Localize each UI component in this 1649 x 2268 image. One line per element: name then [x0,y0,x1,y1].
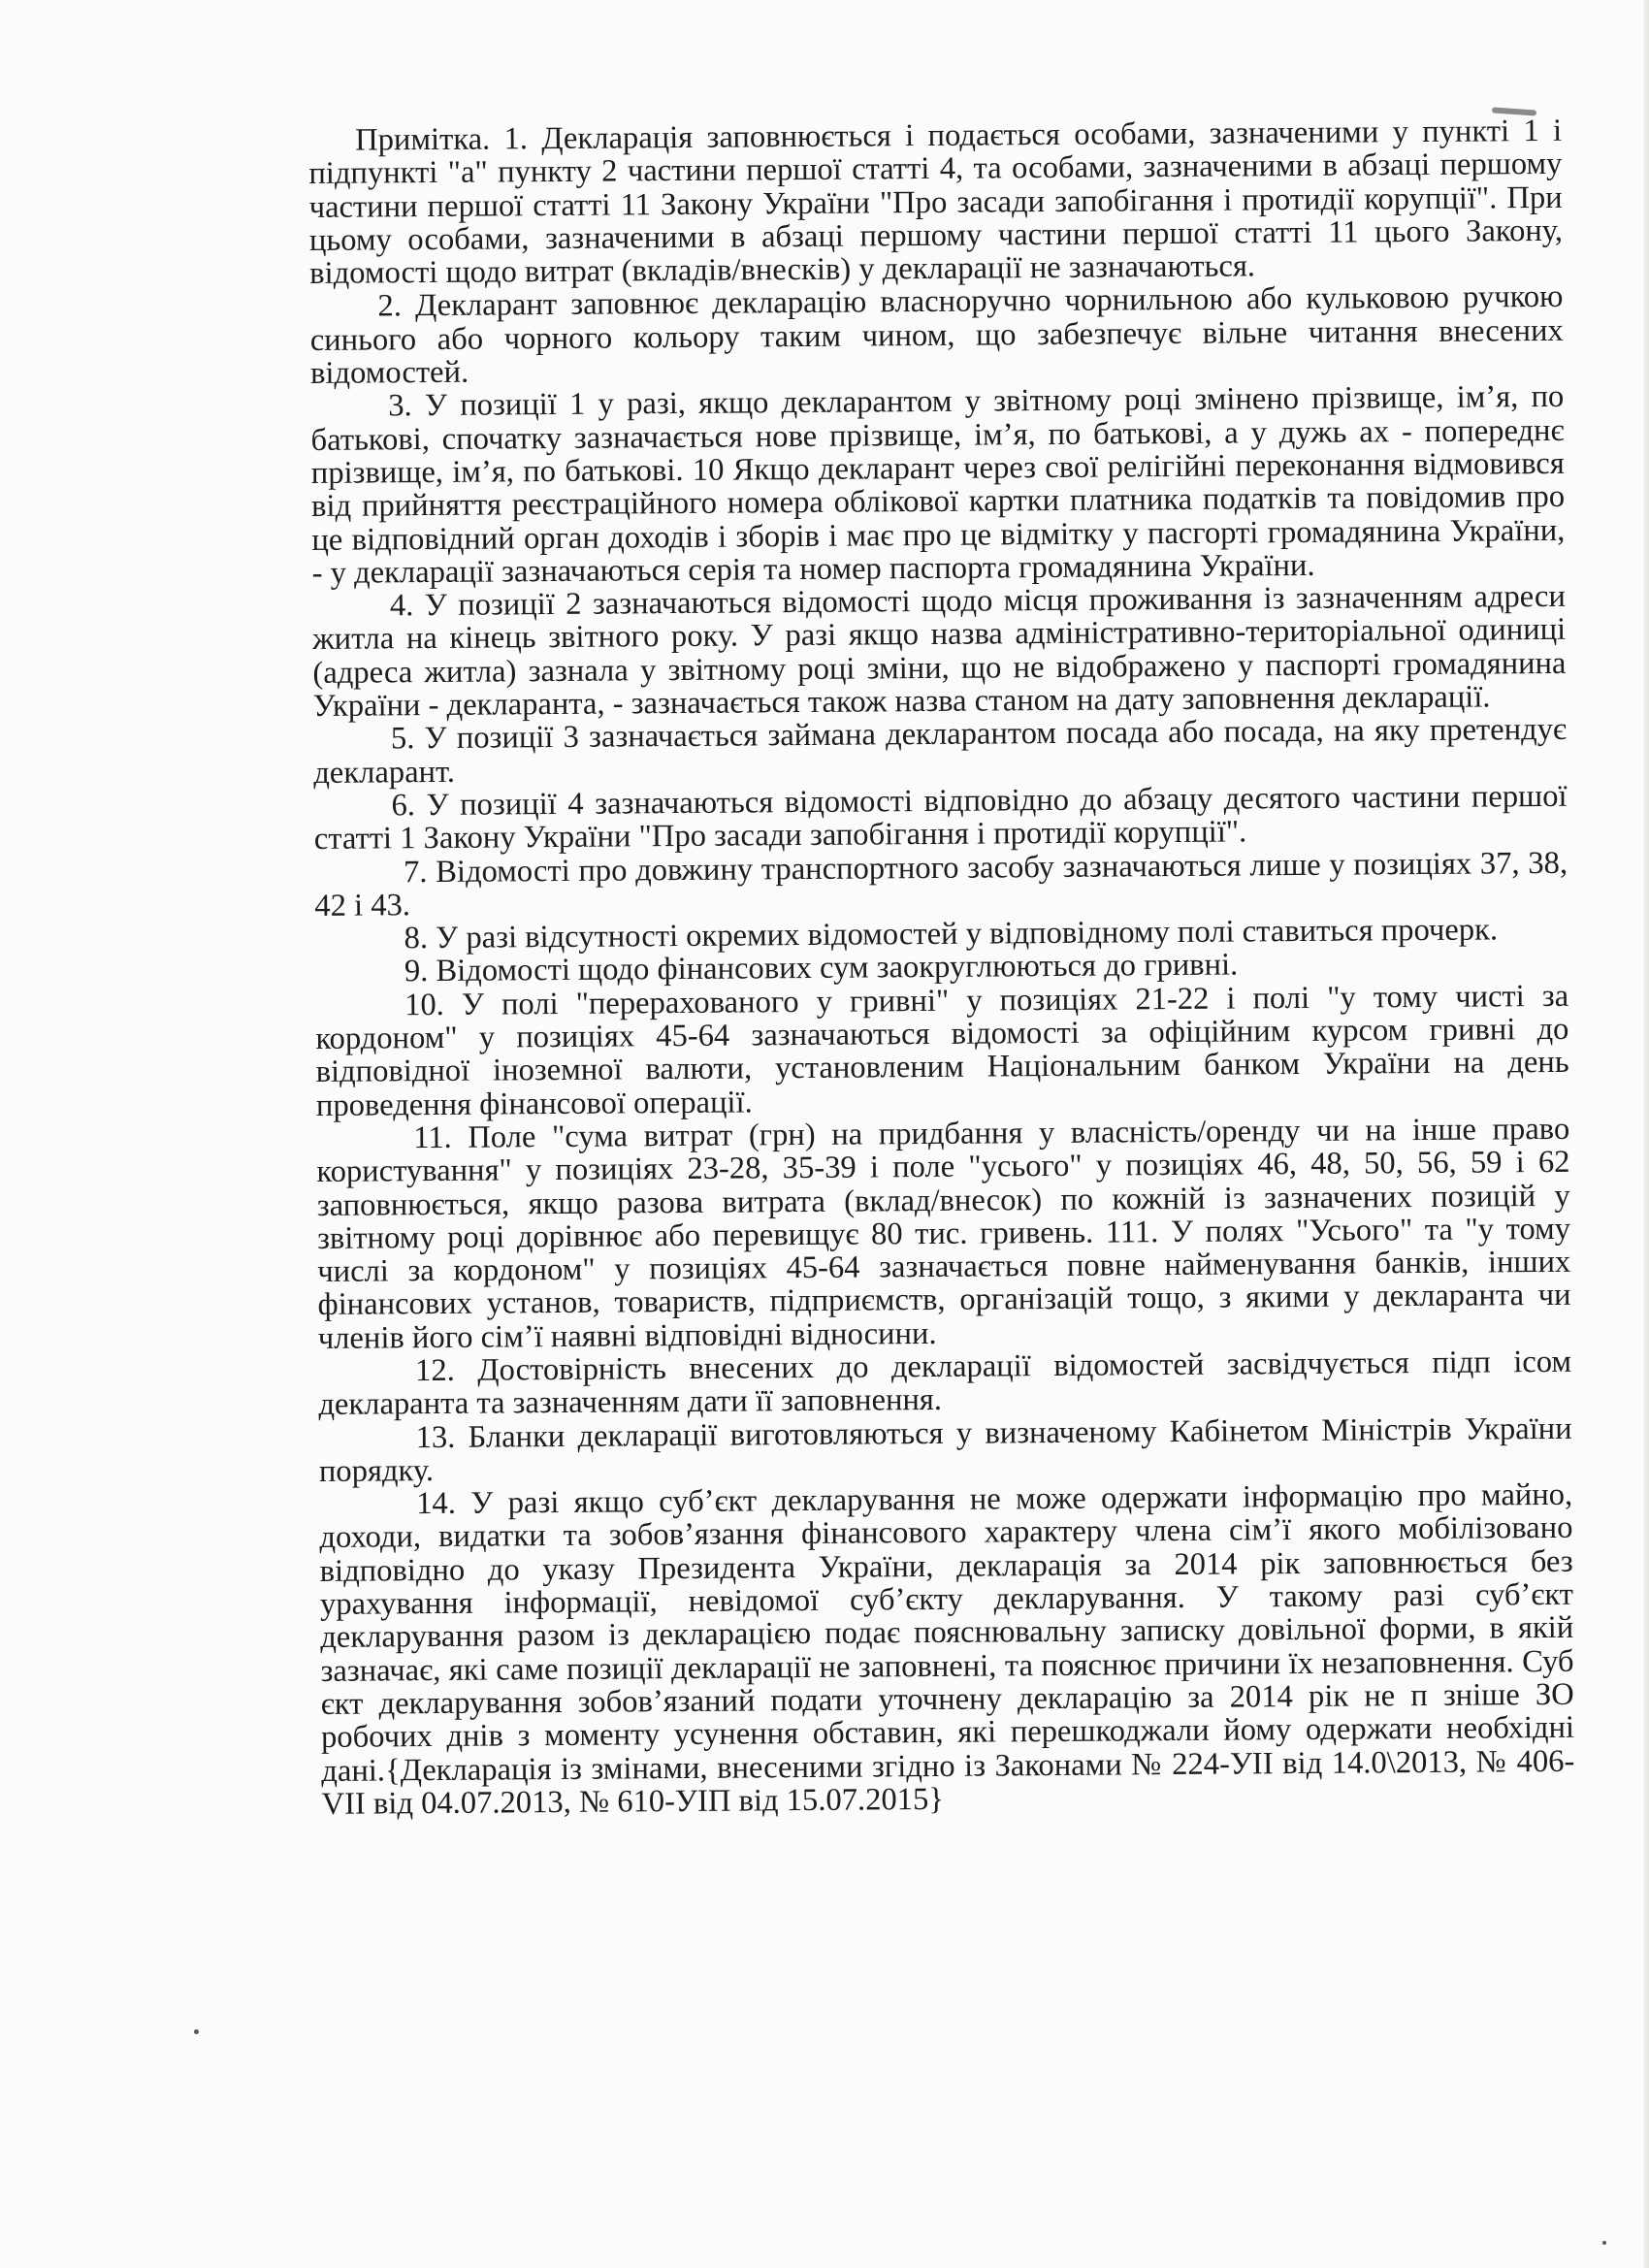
note-paragraph-8: 8. У разі відсутності окремих відомостей у відповідному полі ставиться прочерк. [404,912,1499,956]
note-paragraph-14: 14. У разі якщо суб’єкт декларування не може одержати інформацію про майно, доходи, видатки та зобов’язання фінансового характеру члена сім’ї якого мобілізовано відповідно до указу Президента України, декларація за 2014 рік заповнюється без урахування інформації, невідомої суб’єкту декларування. У такому разі суб’єкт декларування разом із декларацією подає пояснювальну записку довільної форми, в якій зазначає, які саме позиції декларації не заповнені, та пояснює причини їх незаповнення. Суб єкт декларування зобов’язаний подати уточнену декларацію за 2014 рік не п зніше ЗО робочих днів з моменту усунення обставин, які перешкоджали йому одержати необхідні дані.{Декларація із змінами, внесеними згідно із Законами № 224-УІІ від 14.0\2013, № 406-VII від 04.07.2013, № 610-УІП від 15.07.2015} [319,1476,1575,1822]
note-paragraph-1: Примітка. 1. Декларація заповнюється і подається особами, зазначеними у пункті 1 і підпункті "а" пункту 2 частини першої статті 4, та особами, зазначеними в абзаці першому частини першої статті 11 Закону України "Про засади запобігання і протидії корупції". При цьому особами, зазначеними в абзаці першому частини першої статті 11 цього Закону, відомості щодо витрат (вкладів/внесків) у декларації не зазначаються. [308,113,1564,292]
scan-edge-shadow [1643,0,1649,2268]
note-paragraph-6: 6. У позиції 4 зазначаються відомості відповідно до абзацу десятого частини першої статті 1 Закону України "Про засади запобігання і протидії корупції". [313,778,1568,858]
note-paragraph-12: 12. Достовірність внесених до декларації відомостей засвідчується підп ісом декларанта та зазначенням дати її заповнення. [318,1344,1572,1423]
note-paragraph-10: 10. У полі "перерахованого у гривні" у позиціях 21-22 і полі "у тому чисті за кордоном" у позиціях 45-64 зазначаються відомості за офіційним курсом гривні до відповідної іноземної валюти, установленим Національним банком України на день проведення фінансової операції. [315,978,1569,1123]
note-paragraph-7: 7. Відомості про довжину транспортного засобу зазначаються лише у позиціях 37, 38, 42 і 43. [314,845,1568,923]
note-paragraph-13: 13. Бланки декларації виготовляються у визначеному Кабінетом Міністрів України порядку. [318,1410,1572,1489]
note-paragraph-11: 11. Поле "сума витрат (грн) на придбання у власність/оренду чи на інше право користування" у позиціях 23-28, 35-39 і поле "усього" у позиціях 46, 48, 50, 56, 59 і 62 заповнюється, якщо разова витрата (вклад/внесок) по кожній із зазначених позицій у звітному році дорівнює або перевищує 80 тис. гривень. 111. У полях "Усього" та "у тому числі за кордоном" у позиціях 45-64 зазначається повне найменування банків, інших фінансових установ, товариств, підприємств, організацій тощо, з якими у декларанта чи членів його сім’ї наявні відповідні відносини. [316,1111,1571,1356]
note-paragraph-4: 4. У позиції 2 зазначаються відомості щодо місця проживання із зазначенням адреси житла на кінець звітного року. У разі якщо назва адміністративно-територіальної одиниці (адреса житла) зазнала у звітному році зміни, що не відображено у паспорті громадянина України - декларанта, - зазначається також назва станом на дату заповнення декларації. [312,578,1567,725]
note-paragraph-9: 9. Відомості щодо фінансових сум заокруглюються до гривні. [404,947,1239,989]
scan-speck [194,2029,199,2034]
note-paragraph-3: 3. У позиції 1 у разі, якщо декларантом у звітному році змінено прізвище, ім’я, по батькові, спочатку зазначається нове прізвище, ім’я, по батькові, а у дужь ах - попереднє прізвище, ім’я, по батькові. 10 Якщо декларант через свої релігійні переконання відмовився від прийняття реєстраційного номера облікової картки платника податків та повідомив про це відповідний орган доходів і зборів і має про це відмітку у пасгорті громадянина України, - у декларації зазначаються серія та номер паспорта громадянина України. [310,379,1566,591]
note-paragraph-5: 5. У позиції 3 зазначається займана декларантом посада або посада, на яку претендує декларант. [313,712,1568,791]
note-text-block [308,114,1575,1821]
note-paragraph-2: 2. Декларант заповнює декларацію власноручно чорнильною або кульковою ручкою синього або чорного кольору таким чином, що забезпечує вільне читання внесених відомостей. [309,279,1564,392]
scan-speck [1602,2241,1606,2245]
